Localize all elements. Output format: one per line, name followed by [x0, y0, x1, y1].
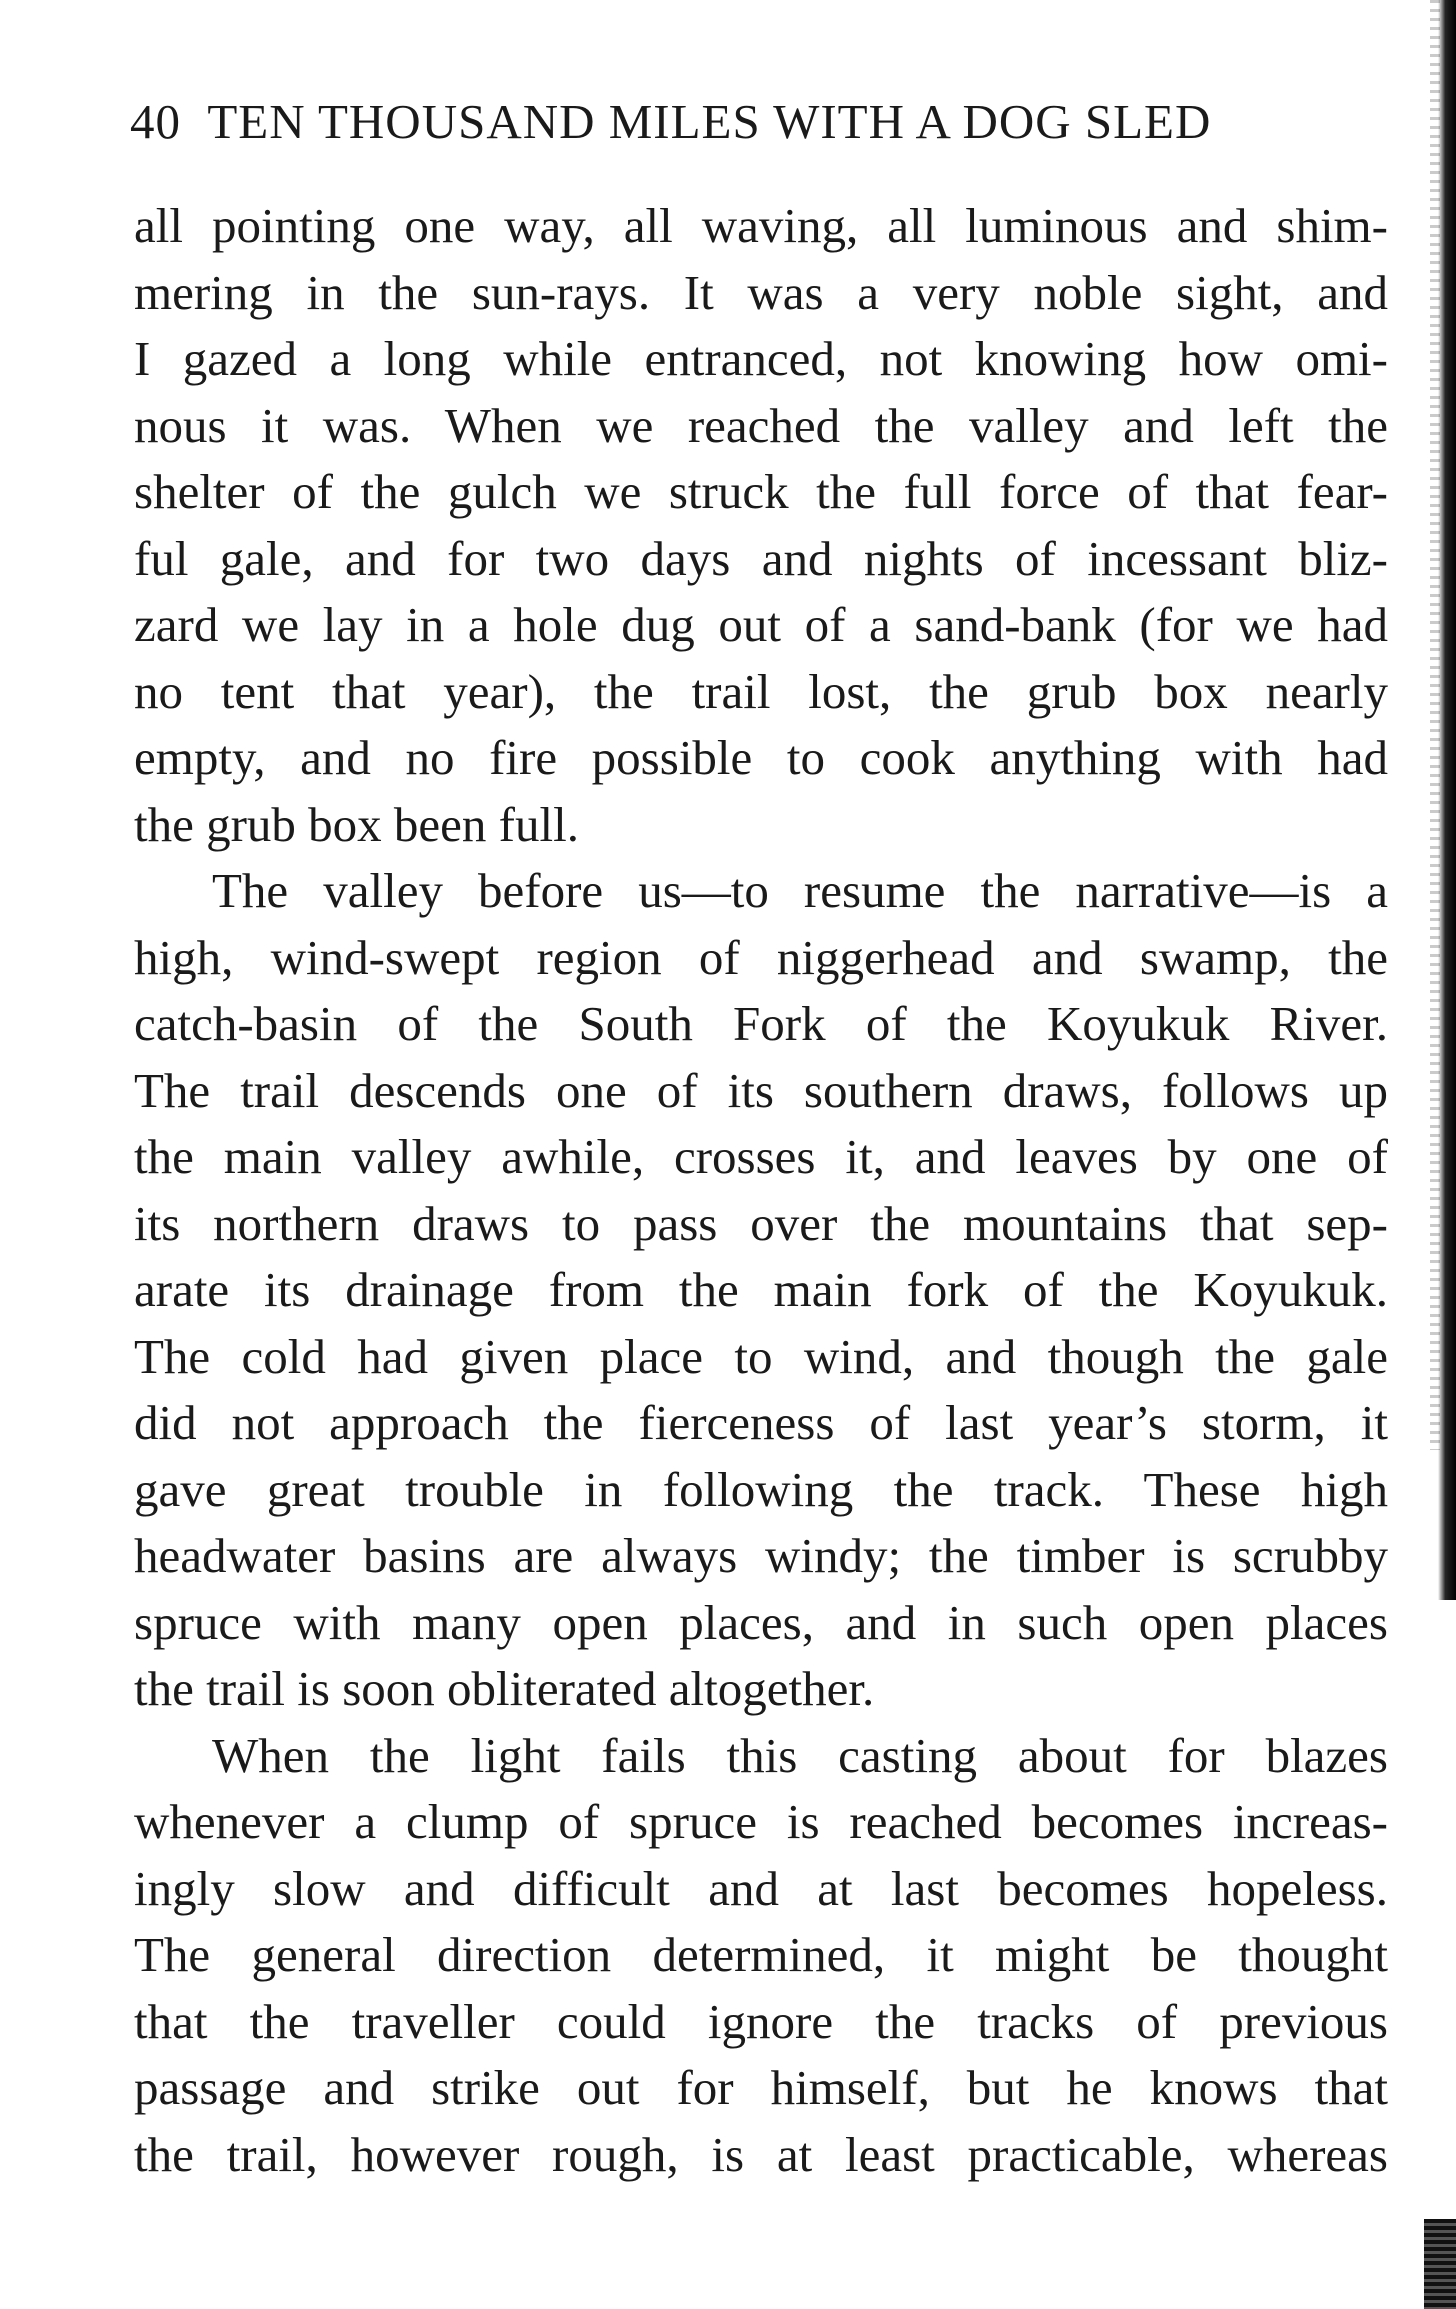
page-edge-speckle: [1430, 0, 1440, 1450]
text-line: passage and strike out for himself, but he knows that: [134, 2060, 1388, 2115]
text-line: catch-basin of the South Fork of the Koyukuk River.: [134, 996, 1388, 1051]
paragraph-3: [134, 1723, 1388, 2189]
text-line: empty, and no fire possible to cook anything with had: [134, 730, 1388, 785]
running-title: TEN THOUSAND MILES WITH A DOG SLED: [207, 94, 1212, 149]
text-line: I gazed a long while entranced, not knowing how omi-: [134, 331, 1388, 386]
text-line: shelter of the gulch we struck the full force of that fear-: [134, 464, 1388, 519]
text-line: nous it was. When we reached the valley and left the: [134, 397, 1388, 453]
text-line: the trail, however rough, is at least practicable, whereas: [134, 2126, 1388, 2182]
text-line: The valley before us—to resume the narrative—is a: [212, 863, 1388, 918]
page-edge-bottom-mark: [1424, 2219, 1456, 2309]
page-edge-shadow: [1438, 0, 1456, 1600]
text-line: The trail descends one of its southern draws, follows up: [134, 1062, 1388, 1118]
text-line: The cold had given place to wind, and though the gale: [134, 1328, 1388, 1384]
text-line: did not approach the fierceness of last year’s storm, it: [134, 1395, 1388, 1450]
page-number: 40: [130, 94, 181, 149]
text-line: all pointing one way, all waving, all luminous and shim-: [134, 198, 1388, 253]
text-line: arate its drainage from the main fork of the Koyukuk.: [134, 1262, 1388, 1317]
text-line: high, wind-swept region of niggerhead and swamp, the: [134, 929, 1388, 985]
text-line: whenever a clump of spruce is reached becomes increas-: [134, 1794, 1388, 1849]
text-line: zard we lay in a hole dug out of a sand-bank (for we had: [134, 597, 1388, 652]
paragraph-1: [134, 193, 1388, 858]
text-line: spruce with many open places, and in such open places: [134, 1594, 1388, 1650]
text-line: mering in the sun-rays. It was a very noble sight, and: [134, 264, 1388, 320]
text-line: ful gale, and for two days and nights of incessant bliz-: [134, 530, 1388, 586]
body-text: [134, 193, 1388, 2188]
paragraph-2: [134, 858, 1388, 1723]
running-header: [130, 92, 1390, 152]
text-line: that the traveller could ignore the tracks of previous: [134, 1993, 1388, 2049]
text-line: the trail is soon obliterated altogether.: [134, 1661, 875, 1716]
text-line: the grub box been full.: [134, 796, 579, 852]
text-line: When the light fails this casting about for blazes: [212, 1727, 1388, 1783]
text-line: gave great trouble in following the track. These high: [134, 1461, 1388, 1517]
text-line: The general direction determined, it might be thought: [134, 1927, 1388, 1982]
text-line: no tent that year), the trail lost, the grub box nearly: [134, 663, 1388, 719]
text-line: the main valley awhile, crosses it, and leaves by one of: [134, 1129, 1388, 1184]
text-line: ingly slow and difficult and at last becomes hopeless.: [134, 1860, 1388, 1916]
text-line: headwater basins are always windy; the timber is scrubby: [134, 1528, 1388, 1583]
text-line: its northern draws to pass over the mountains that sep-: [134, 1195, 1388, 1251]
